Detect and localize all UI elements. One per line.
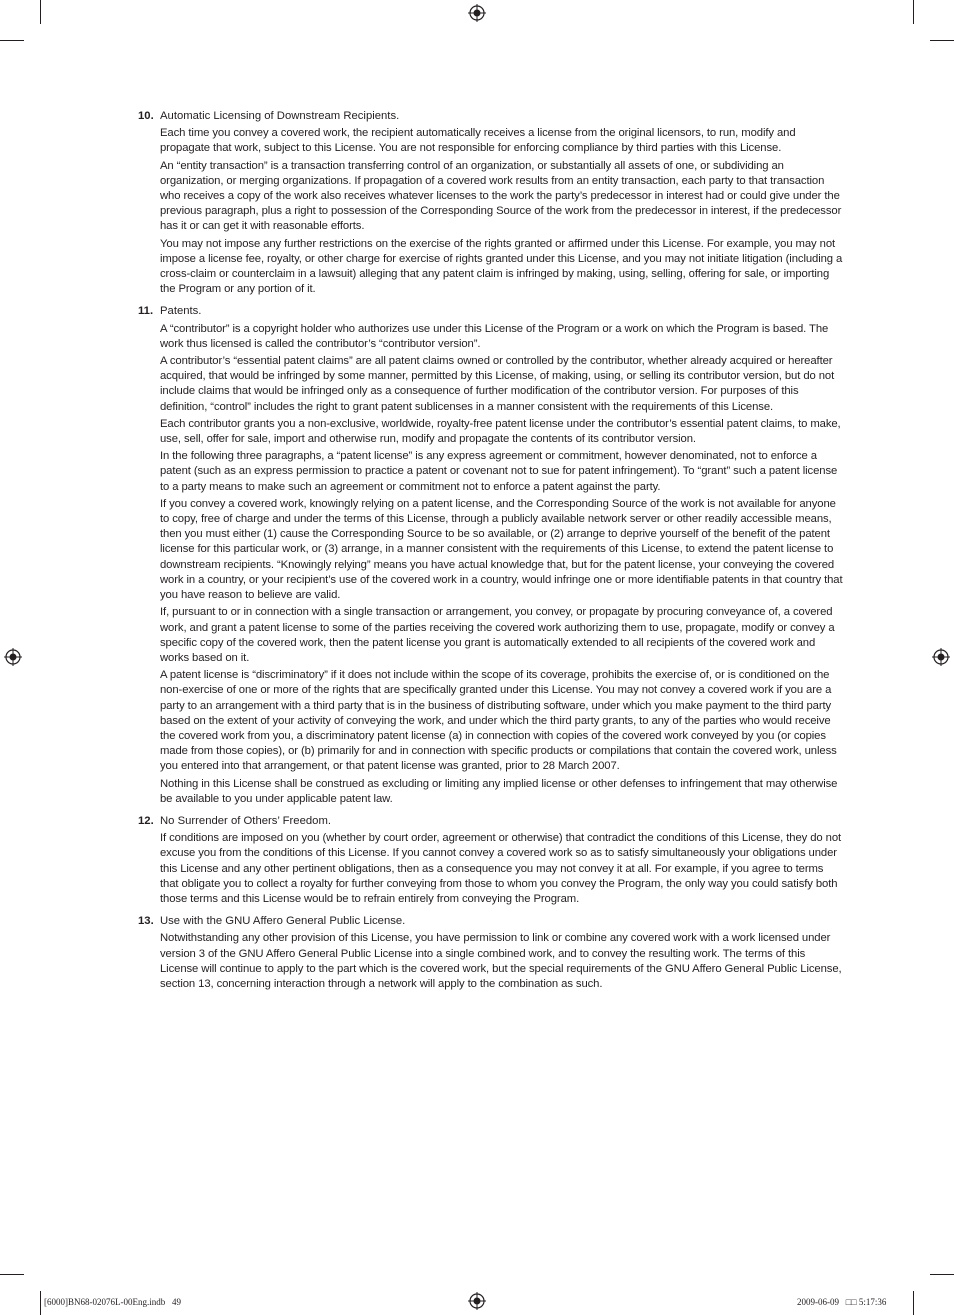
crop-mark-icon [40, 1291, 41, 1315]
paragraph: A patent license is “discriminatory” if it does not include within the scope of its coverage, prohibits the exercise of, or is conditioned on the non-exercise of one or more of the rights that are specifically granted under this License. You may not convey a covered work if you are a party to an arrangement with a third party that is in the business of distributing software, under which you make payment to the third party based on the extent of your activity of conveying the work, and under which the third party grants, to any of the parties who would receive the covered work from you, a discriminatory patent license (a) in connection with copies of the covered work conveyed by you (or copies made from those copies), or (b) primarily for and in connection with specific products or compilations that contain the covered work, unless you entered into that arrangement, or that patent license was granted, prior to 28 March 2007. [160, 669, 837, 773]
footer-file-name: [6000]BN68-02076L-00Eng.indb 49 [44, 1297, 181, 1307]
registration-crosshair-icon [468, 1292, 486, 1310]
section-title: Use with the GNU Affero General Public License. [160, 915, 406, 928]
section-10 [138, 109, 844, 299]
footer-datetime: 2009-06-09 □□ 5:17:36 [797, 1297, 887, 1307]
crop-mark-icon [930, 1274, 954, 1275]
crop-mark-icon [0, 40, 24, 41]
crop-mark-icon [930, 40, 954, 41]
section-11 [138, 304, 844, 809]
license-content [138, 109, 844, 999]
paragraph: Each time you convey a covered work, the recipient automatically receives a license from the original licensors, to run, modify and propagate that work, subject to this License. You are not responsible for enforcing compliance by third parties with this License. [160, 127, 796, 155]
paragraph: A “contributor” is a copyright holder who authorizes use under this License of the Program or a work on which the Program is based. The work thus licensed is called the contributor’s “contributor version”. [160, 322, 829, 350]
crop-mark-icon [913, 1291, 914, 1315]
section-body [160, 814, 844, 909]
section-number: 13. [138, 915, 154, 928]
paragraph: Notwithstanding any other provision of this License, you have permission to link or combine any covered work with a work licensed under version 3 of the GNU Affero General Public License into a single combined work, and to convey the resulting work. The terms of this License will continue to apply to the part which is the covered work, but the special requirements of the GNU Affero General Public License, section 13, concerning interaction through a network will apply to the combination as such. [160, 932, 842, 990]
registration-crosshair-icon [4, 648, 22, 666]
crop-mark-icon [40, 0, 41, 24]
section-13 [138, 914, 844, 994]
section-body [160, 304, 844, 809]
section-number: 12. [138, 814, 154, 827]
section-title: No Surrender of Others’ Freedom. [160, 814, 331, 827]
section-body [160, 109, 844, 299]
section-title: Automatic Licensing of Downstream Recipients. [160, 110, 400, 122]
paragraph: Nothing in this License shall be construed as excluding or limiting any implied license or other defenses to infringement that may otherwise be available to you under applicable patent law. [160, 777, 838, 805]
paragraph: A contributor’s “essential patent claims” are all patent claims owned or controlled by the contributor, whether already acquired or hereafter acquired, that would be infringed by some manner, permitted by this License, of making, using, or selling its contributor version, but do not include claims that would be infringed only as a consequence of further modification of the contributor version. For purposes of this definition, “control” includes the right to grant patent sublicenses in a manner consistent with the requirements of this License. [160, 355, 835, 413]
section-body [160, 914, 844, 994]
section-title: Patents. [160, 305, 202, 318]
crop-mark-icon [0, 1274, 24, 1275]
paragraph: If conditions are imposed on you (whether by court order, agreement or otherwise) that contradict the conditions of this License, they do not excuse you from the conditions of this License. If you cannot convey a covered work so as to satisfy simultaneously your obligations under this License and any other pertinent obligations, then as a consequence you may not convey it at all. For example, if you agree to terms that obligate you to collect a royalty for further conveying from those to whom you convey the Program, the only way you could satisfy both those terms and this License would be to refrain entirely from conveying the Program. [160, 832, 842, 905]
section-number: 11. [138, 305, 154, 318]
paragraph: You may not impose any further restrictions on the exercise of the rights granted or affirmed under this License. For example, you may not impose a license fee, royalty, or other charge for exercise of rights granted under this License, and you may not initiate litigation (including a cross-claim or counterclaim in a lawsuit) alleging that any patent claim is infringed by making, using, selling, offering for sale, or importing the Program or any portion of it. [160, 237, 843, 296]
section-12 [138, 814, 844, 909]
section-number: 10. [138, 110, 154, 122]
paragraph: An “entity transaction” is a transaction transferring control of an organization, or substantially all assets of one, or subdividing an organization, or merging organizations. If propagation of a covered work results from an entity transaction, each party to that transaction who receives a copy of the work also receives whatever licenses to the work the party’s predecessor in interest had or could give under the previous paragraph, plus a right to possession of the Corresponding Source of the work from the predecessor in interest, if the predecessor has it or can get it with reasonable efforts. [160, 159, 842, 233]
crop-mark-icon [913, 0, 914, 24]
paragraph: In the following three paragraphs, a “patent license” is any express agreement or commitment, however denominated, not to enforce a patent (such as an express permission to practice a patent or covenant not to sue for patent infringement). To “grant” such a patent license to a party means to make such an agreement or commitment not to enforce a patent against the party. [160, 450, 838, 493]
registration-crosshair-icon [468, 4, 486, 22]
paragraph: If, pursuant to or in connection with a single transaction or arrangement, you convey, or propagate by procuring conveyance of, a covered work, and grant a patent license to some of the parties receiving the covered work authorizing them to use, propagate, modify or convey a specific copy of the covered work, then the patent license you grant is automatically extended to all recipients of the covered work and works based on it. [160, 606, 835, 664]
paragraph: If you convey a covered work, knowingly relying on a patent license, and the Corresponding Source of the work is not available for anyone to copy, free of charge and under the terms of this License, through a publicly available network server or other readily accessible means, then you must either (1) cause the Corresponding Source to be so available, or (2) arrange to deprive yourself of the benefit of the patent license for this particular work, or (3) arrange, in a manner consistent with the requirements of this License, to extend the patent license to downstream recipients. “Knowingly relying” means you have actual knowledge that, but for the patent license, your conveying the covered work in a country, or your recipient’s use of the covered work in a country, would infringe one or more identifiable patents in that country that you have reason to believe are valid. [160, 497, 843, 602]
registration-crosshair-icon [932, 648, 950, 666]
paragraph: Each contributor grants you a non-exclusive, worldwide, royalty-free patent license under the contributor’s essential patent claims, to make, use, sell, offer for sale, import and otherwise run, modify and propagate the contents of its contributor version. [160, 417, 841, 446]
